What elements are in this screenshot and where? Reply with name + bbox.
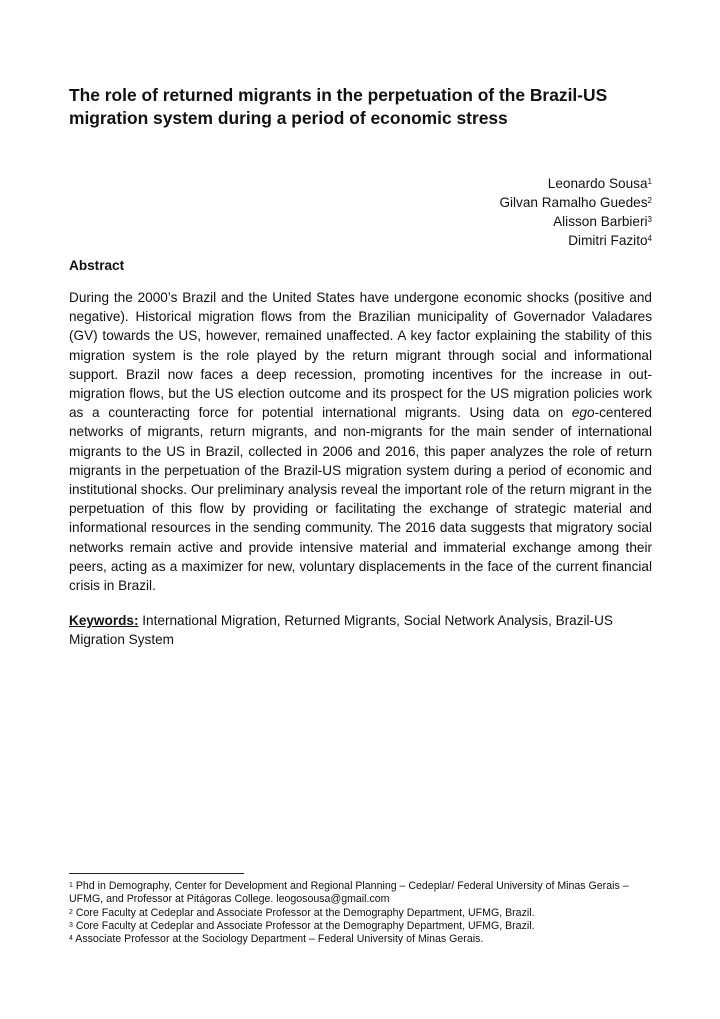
author: Alisson Barbieri$^3$ [553,214,652,229]
footnote: $^1$ Phd in Demography, Center for Development and Regional Planning – Cedeplar/ Federal University of Minas Gerais – UFMG, and Professor at Pitágoras College. leogosousa@gmail.com [69,880,629,906]
footnote-marker[interactable]: 1 [647,177,652,186]
paper-title: The role of returned migrants in the perpetuation of the Brazil-US migration system during a period of economic stress [69,85,608,128]
author: Gilvan Ramalho Guedes$^2$ [499,195,652,210]
abstract-heading: Abstract [69,258,125,273]
author: Dimitri Fazito$^4$ [568,233,652,248]
footnote: $^3$ Core Faculty at Cedeplar and Associate Professor at the Demography Department, UFMG, Brazil. [69,919,535,932]
footnote: $^2$ Core Faculty at Cedeplar and Associate Professor at the Demography Department, UFMG, Brazil. [69,906,535,919]
footnotes [69,880,659,946]
keywords [69,611,652,649]
keywords-label: Keywords: [69,613,139,628]
abstract-body: During the 2000’s Brazil and the United States have undergone economic shocks (positive and negative). Historical migration flows from the Brazilian municipality of Governador Valadares (GV) towards the US, however, remained unaffected. A key factor explaining the stability of this migration system is the role played by the return migrant through social and informational support. Brazil now faces a deep recession, promoting incentives for the increase in out-migration flows, but the US election outcome and its prospect for the US migration policies work as a counteracting force for potential international migrants. Using data on ego-centered networks of migrants, return migrants, and non-migrants for the main sender of international migrants to the US in Brazil, collected in 2006 and 2016, this paper analyzes the role of return migrants in the perpetuation of the Brazil-US migration system during a period of economic and institutional shocks. Our preliminary analysis reveal the important role of the return migrant in the perpetuation of this flow by providing or facilitating the exchange of strategic material and informational resources in the sending community. The 2016 data suggests that migratory social networks remain active and provide intensive material and immaterial exchange among their peers, acting as a maximizer for new, voluntary displacements in the face of the current financial crisis in Brazil. [69,290,652,594]
footnote-marker[interactable]: 4 [647,234,652,243]
keywords-text: International Migration, Returned Migrants, Social Network Analysis, Brazil-US Migration System [69,613,613,648]
author-list [499,174,652,250]
footnote-divider [69,873,244,874]
footnote-marker[interactable]: 3 [647,215,652,224]
footnote-marker[interactable]: 2 [647,196,652,205]
author: Leonardo Sousa$^1$ [547,176,652,191]
footnote: $^4$ Associate Professor at the Sociology Department – Federal University of Minas Gerais. [69,933,484,946]
